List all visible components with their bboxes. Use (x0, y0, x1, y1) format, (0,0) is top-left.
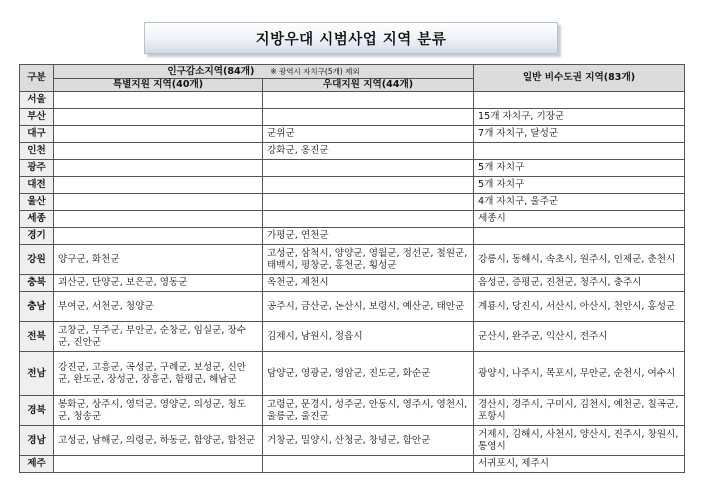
special-cell: 양구군, 화천군 (54, 245, 263, 275)
table-row (20, 275, 685, 292)
preferential-cell (263, 456, 474, 473)
general-cell (474, 92, 685, 109)
general-cell: 경산시, 경주시, 구미시, 김천시, 예천군, 칠곡군, 포항시 (474, 396, 685, 426)
preferential-cell (263, 160, 474, 177)
table-row (20, 211, 685, 228)
preferential-cell: 담양군, 영광군, 영암군, 진도군, 화순군 (263, 352, 474, 396)
preferential-cell: 김제시, 남원시, 정읍시 (263, 322, 474, 352)
region-name: 대구 (20, 126, 54, 143)
region-name: 전북 (20, 322, 54, 352)
general-cell: 7개 자치구, 달성군 (474, 126, 685, 143)
special-cell (54, 126, 263, 143)
preferential-cell: 고령군, 문경시, 성주군, 안동시, 영주시, 영천시, 울릉군, 울진군 (263, 396, 474, 426)
table-row (20, 177, 685, 194)
region-name: 제주 (20, 456, 54, 473)
general-cell: 세종시 (474, 211, 685, 228)
header-preferential: 우대지원 지역(44개) (263, 79, 474, 92)
region-name: 경북 (20, 396, 54, 426)
table-row (20, 109, 685, 126)
special-cell (54, 194, 263, 211)
preferential-cell: 가평군, 연천군 (263, 228, 474, 245)
general-cell: 4개 자치구, 울주군 (474, 194, 685, 211)
special-cell (54, 177, 263, 194)
header-region: 구분 (20, 65, 54, 92)
table-row (20, 126, 685, 143)
table-row (20, 322, 685, 352)
header-special: 특별지원 지역(40개) (54, 79, 263, 92)
region-name: 충남 (20, 292, 54, 322)
region-name: 대전 (20, 177, 54, 194)
preferential-cell (263, 194, 474, 211)
special-cell: 고창군, 무주군, 부안군, 순창군, 임실군, 장수군, 진안군 (54, 322, 263, 352)
region-name: 인천 (20, 143, 54, 160)
special-cell: 괴산군, 단양군, 보은군, 영동군 (54, 275, 263, 292)
general-cell: 5개 자치구 (474, 177, 685, 194)
general-cell (474, 143, 685, 160)
general-cell: 거제시, 김해시, 사천시, 양산시, 진주시, 창원시, 통영시 (474, 426, 685, 456)
special-cell: 부여군, 서천군, 청양군 (54, 292, 263, 322)
preferential-cell (263, 211, 474, 228)
header-pop-decline-note: ※ 광역시 자치구(5개) 제외 (270, 66, 360, 76)
table-row (20, 396, 685, 426)
general-cell: 광양시, 나주시, 목포시, 무안군, 순천시, 여수시 (474, 352, 685, 396)
header-non-capital: 일반 비수도권 지역(83개) (474, 65, 685, 92)
special-cell (54, 109, 263, 126)
preferential-cell: 군위군 (263, 126, 474, 143)
preferential-cell: 공주시, 금산군, 논산시, 보령시, 예산군, 태안군 (263, 292, 474, 322)
special-cell (54, 228, 263, 245)
table-row (20, 143, 685, 160)
preferential-cell: 고성군, 삼척시, 양양군, 영월군, 정선군, 철원군, 태백시, 평창군, 홍천군, 횡성군 (263, 245, 474, 275)
region-name: 경남 (20, 426, 54, 456)
region-name: 부산 (20, 109, 54, 126)
region-name: 충북 (20, 275, 54, 292)
special-cell (54, 160, 263, 177)
preferential-cell: 옥천군, 제천시 (263, 275, 474, 292)
table-row (20, 456, 685, 473)
general-cell: 계룡시, 당진시, 서산시, 아산시, 천안시, 홍성군 (474, 292, 685, 322)
preferential-cell: 거창군, 밀양시, 산청군, 창녕군, 함안군 (263, 426, 474, 456)
region-name: 강원 (20, 245, 54, 275)
special-cell (54, 143, 263, 160)
table-row (20, 194, 685, 211)
general-cell: 군산시, 완주군, 익산시, 전주시 (474, 322, 685, 352)
table-row (20, 426, 685, 456)
table-row (20, 228, 685, 245)
special-cell (54, 92, 263, 109)
special-cell: 고성군, 남해군, 의령군, 하동군, 함양군, 합천군 (54, 426, 263, 456)
table-row (20, 292, 685, 322)
region-name: 울산 (20, 194, 54, 211)
special-cell: 봉화군, 상주시, 영덕군, 영양군, 의성군, 청도군, 청송군 (54, 396, 263, 426)
special-cell (54, 211, 263, 228)
header-pop-decline (54, 65, 474, 79)
region-name: 세종 (20, 211, 54, 228)
preferential-cell (263, 177, 474, 194)
special-cell: 강진군, 고흥군, 곡성군, 구례군, 보성군, 신안군, 완도군, 장성군, 장흥군, 함평군, 해남군 (54, 352, 263, 396)
table-row (20, 352, 685, 396)
general-cell: 음성군, 증평군, 진천군, 청주시, 충주시 (474, 275, 685, 292)
preferential-cell (263, 92, 474, 109)
region-name: 서울 (20, 92, 54, 109)
region-classification-table (19, 64, 685, 473)
table-row (20, 92, 685, 109)
page-title: 지방우대 시범사업 지역 분류 (144, 22, 558, 54)
region-name: 광주 (20, 160, 54, 177)
preferential-cell: 강화군, 옹진군 (263, 143, 474, 160)
special-cell (54, 456, 263, 473)
general-cell: 15개 자치구, 기장군 (474, 109, 685, 126)
general-cell: 강릉시, 동해시, 속초시, 원주시, 인제군, 춘천시 (474, 245, 685, 275)
region-name: 전남 (20, 352, 54, 396)
general-cell (474, 228, 685, 245)
general-cell: 5개 자치구 (474, 160, 685, 177)
header-pop-decline-label: 인구감소지역(84개) (167, 65, 255, 77)
region-name: 경기 (20, 228, 54, 245)
general-cell: 서귀포시, 제주시 (474, 456, 685, 473)
table-row (20, 160, 685, 177)
preferential-cell (263, 109, 474, 126)
table-row (20, 245, 685, 275)
